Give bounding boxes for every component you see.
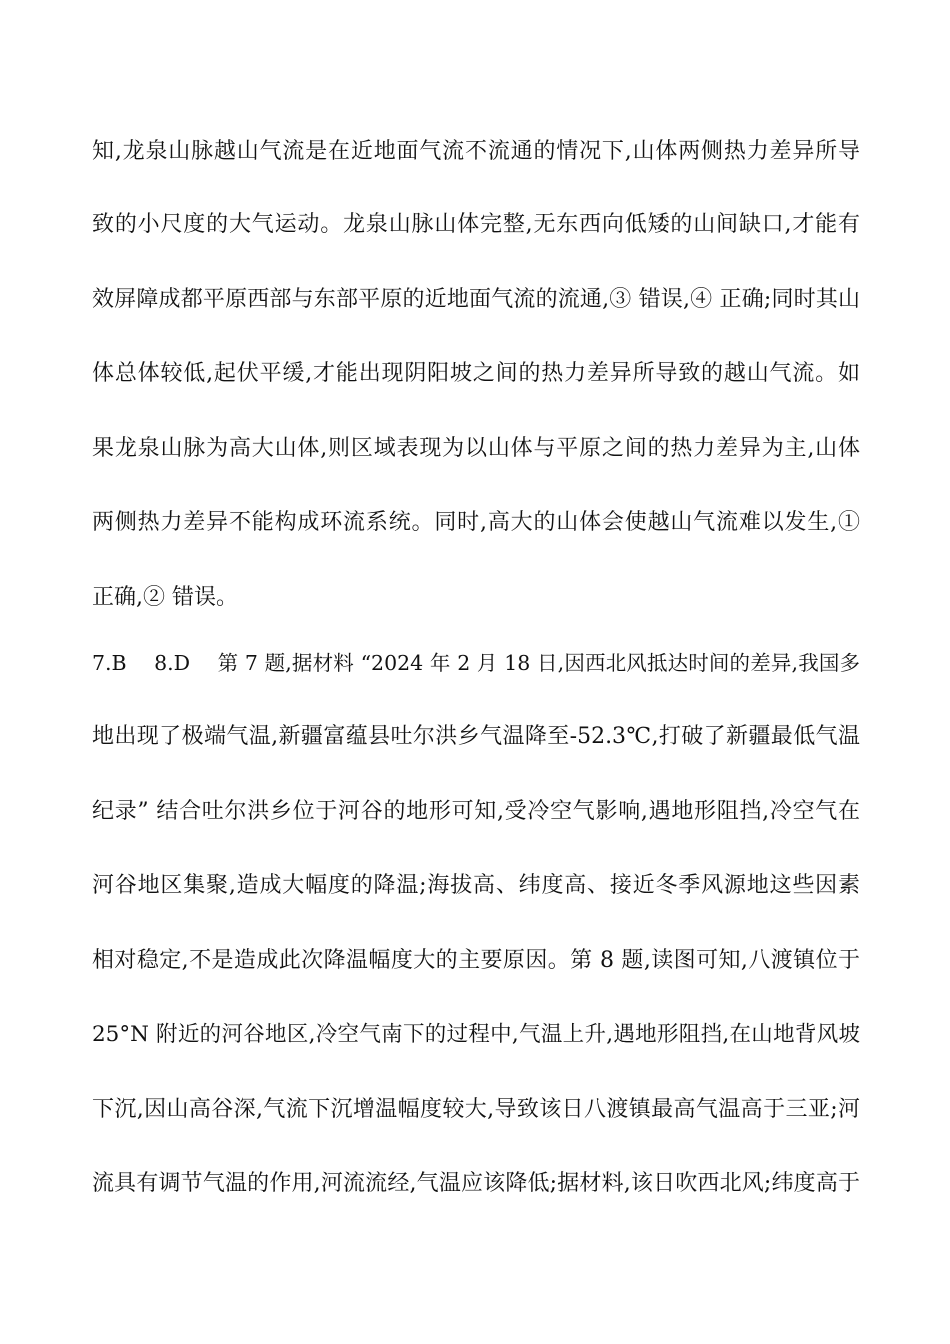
text-line-12: 相对稳定,不是造成此次降温幅度大的主要原因。第 8 题,读图可知,八渡镇位于 [92, 948, 860, 973]
text-line-1: 知,龙泉山脉越山气流是在近地面气流不流通的情况下,山体两侧热力差异所导 [92, 139, 860, 164]
text-line-11: 河谷地区集聚,造成大幅度的降温;海拔高、纬度高、接近冬季风源地这些因素 [92, 873, 860, 898]
text-line-5: 果龙泉山脉为高大山体,则区域表现为以山体与平原之间的热力差异为主,山体 [92, 436, 860, 461]
text-line-2: 致的小尺度的大气运动。龙泉山脉山体完整,无东西向低矮的山间缺口,才能有 [92, 212, 860, 237]
text-line-9: 地出现了极端气温,新疆富蕴县吐尔洪乡气温降至-52.3℃,打破了新疆最低气温 [92, 724, 860, 749]
text-line-6: 两侧热力差异不能构成环流系统。同时,高大的山体会使越山气流难以发生,① [92, 510, 860, 535]
text-line-15: 流具有调节气温的作用,河流流经,气温应该降低;据材料,该日吹西北风;纬度高于 [92, 1171, 860, 1196]
text-line-7: 正确,② 错误。 [92, 585, 238, 610]
text-line-8: 7.B 8.D 第 7 题,据材料 “2024 年 2 月 18 日,因西北风抵达时间的差异,我国多 [92, 651, 860, 675]
text-line-4: 体总体较低,起伏平缓,才能出现阴阳坡之间的热力差异所导致的越山气流。如 [92, 361, 860, 386]
text-line-14: 下沉,因山高谷深,气流下沉增温幅度较大,导致该日八渡镇最高气温高于三亚;河 [92, 1097, 860, 1122]
text-line-13: 25°N 附近的河谷地区,冷空气南下的过程中,气温上升,遇地形阻挡,在山地背风坡 [92, 1022, 860, 1047]
text-line-10: 纪录” 结合吐尔洪乡位于河谷的地形可知,受冷空气影响,遇地形阻挡,冷空气在 [92, 799, 860, 824]
text-line-3: 效屏障成都平原西部与东部平原的近地面气流的流通,③ 错误,④ 正确;同时其山 [92, 287, 860, 312]
